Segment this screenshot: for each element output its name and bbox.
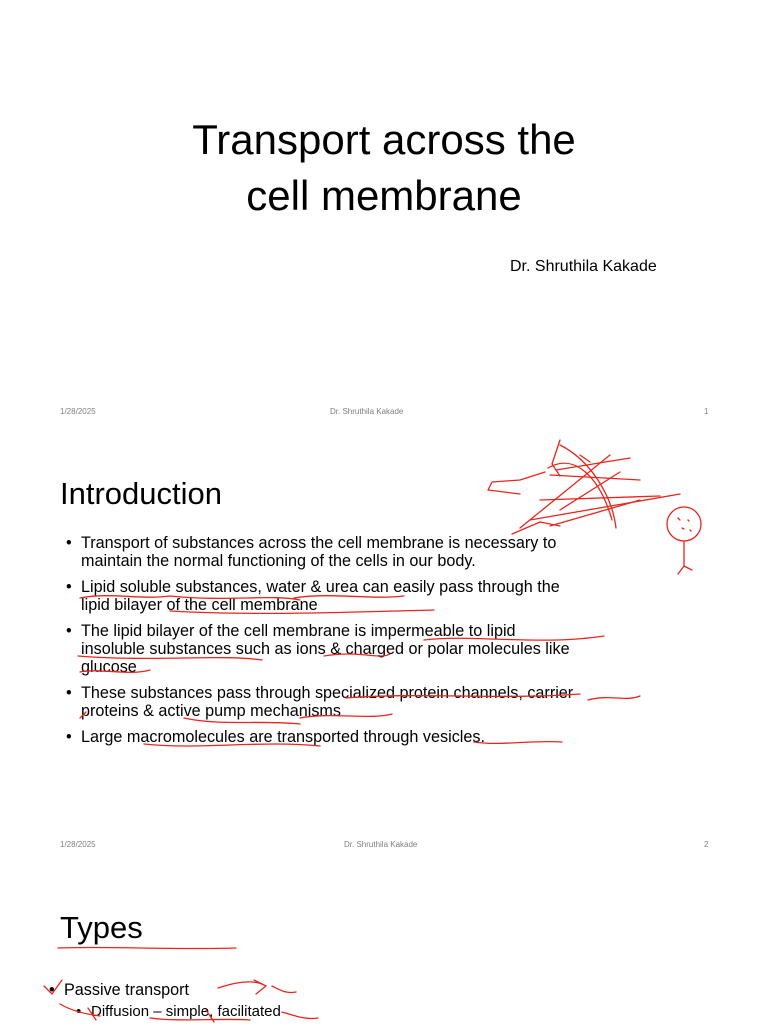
bullet-line: • Transport of substances across the cell membrane is necessary to — [81, 534, 557, 552]
bullet-line: • These substances pass through specialized protein channels, carrier — [81, 684, 574, 702]
bullet-item — [62, 622, 662, 676]
footer-author: Dr. Shruthila Kakade — [330, 407, 404, 416]
bullet-item — [62, 578, 662, 614]
bullet-line: glucose — [81, 658, 137, 676]
footer-date: 1/28/2025 — [60, 407, 96, 416]
bullet-item — [62, 684, 662, 720]
bullet-line: lipid bilayer of the cell membrane — [81, 596, 318, 614]
sub-bullet-item — [72, 1003, 672, 1021]
bullet-line: • Passive transport — [64, 981, 190, 999]
bullet-item — [45, 981, 645, 999]
bullet-line: • Diffusion – simple, facilitated — [91, 1003, 281, 1020]
bullet-line: • Large macromolecules are transported through vesicles. — [81, 728, 485, 746]
sub-bullet-list — [72, 1003, 672, 1029]
slide-title-line-1: Transport across the — [192, 116, 576, 163]
bullet-line: proteins & active pump mechanisms — [81, 702, 342, 720]
bullet-item — [62, 534, 662, 570]
footer-date: 1/28/2025 — [60, 840, 96, 849]
slide-1 — [0, 0, 768, 430]
bullet-list — [62, 534, 662, 754]
bullet-list — [45, 981, 645, 1002]
footer-page-number: 2 — [704, 840, 709, 849]
footer-author: Dr. Shruthila Kakade — [344, 840, 418, 849]
bullet-item — [62, 728, 662, 746]
bullet-line: maintain the normal functioning of the cells in our body. — [81, 552, 476, 570]
bullet-line: • Lipid soluble substances, water & urea can easily pass through the — [81, 578, 560, 596]
bullet-line: • The lipid bilayer of the cell membrane is impermeable to lipid — [81, 622, 516, 640]
slide-title — [0, 112, 768, 224]
bullet-line: insoluble substances such as ions & charged or polar molecules like — [81, 640, 570, 658]
slide-heading: Types — [60, 910, 143, 945]
footer-page-number: 1 — [704, 407, 709, 416]
slide-heading: Introduction — [60, 476, 222, 511]
slide-title-line-2: cell membrane — [246, 172, 522, 219]
slide-author: Dr. Shruthila Kakade — [510, 258, 657, 275]
